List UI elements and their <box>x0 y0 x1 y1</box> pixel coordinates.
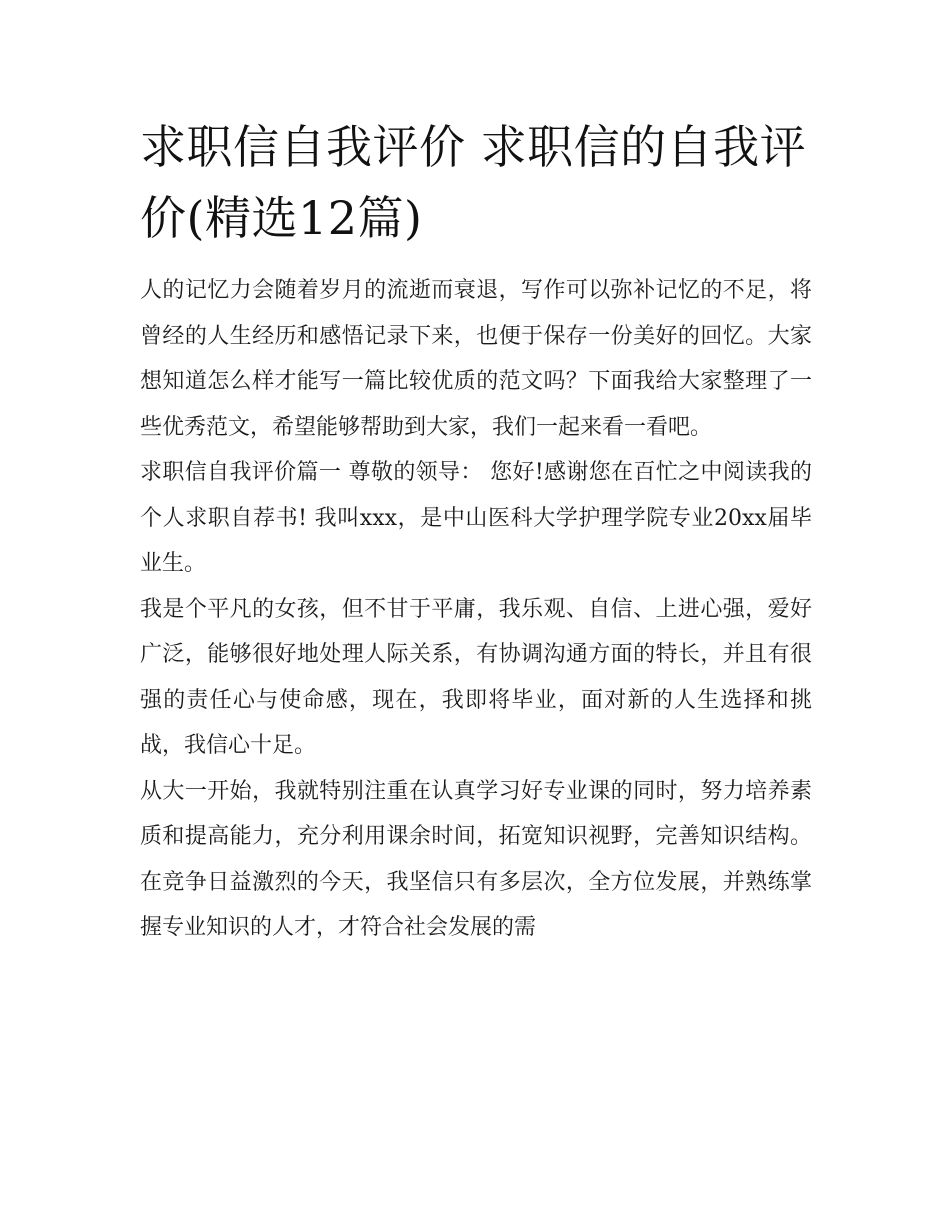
paragraph-intro: 人的记忆力会随着岁月的流逝而衰退，写作可以弥补记忆的不足，将曾经的人生经历和感悟记录下来，也便于保存一份美好的回忆。大家想知道怎么样才能写一篇比较优质的范文吗？下面我给大家整理了一些优秀范文，希望能够帮助到大家，我们一起来看一看吧。 <box>140 278 812 440</box>
document-body <box>140 112 812 951</box>
paragraph-studies: 从大一开始，我就特别注重在认真学习好专业课的同时，努力培养素质和提高能力，充分利用课余时间，拓宽知识视野，完善知识结构。在竞争日益激烈的今天，我坚信只有多层次，全方位发展，并熟练掌握专业知识的人才，才符合社会发展的需 <box>140 778 812 940</box>
document-title: 求职信自我评价 求职信的自我评价(精选12篇) <box>140 120 807 245</box>
paragraph-self-description: 我是个平凡的女孩，但不甘于平庸，我乐观、自信、上进心强，爱好广泛，能够很好地处理人际关系，有协调沟通方面的特长，并且有很强的责任心与使命感，现在，我即将毕业，面对新的人生选择和挑战，我信心十足。 <box>140 596 812 758</box>
paragraph-greeting: 求职信自我评价篇一 尊敬的领导： 您好!感谢您在百忙之中阅读我的个人求职自荐书! 我叫xxx，是中山医科大学护理学院专业20xx届毕业生。 <box>140 460 812 576</box>
